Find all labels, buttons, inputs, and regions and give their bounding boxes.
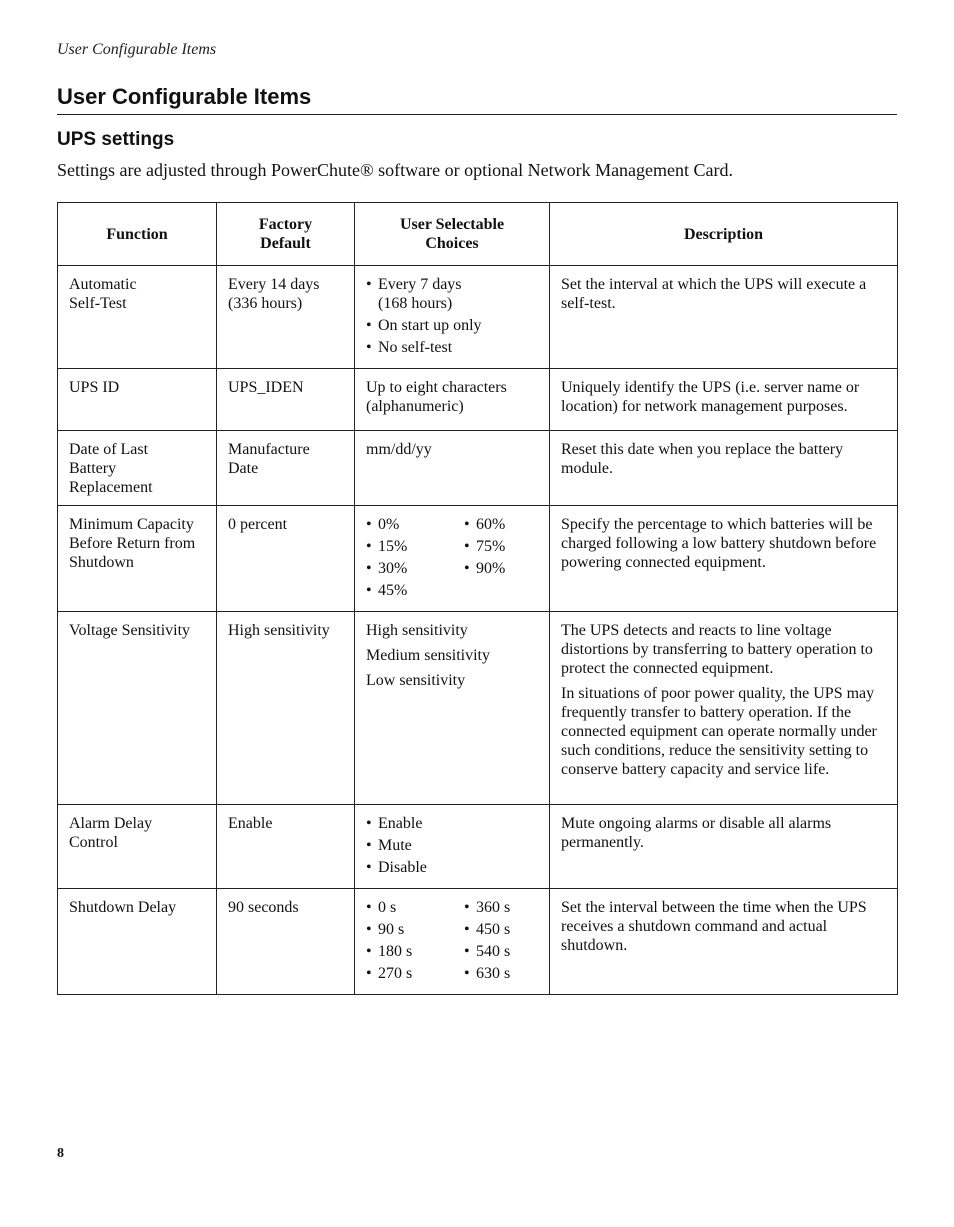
choice-text: 0 s bbox=[378, 899, 397, 916]
description-text: Specify the percentage to which batteries will be charged following a low battery shutdown before powering connected equipment. bbox=[561, 516, 877, 571]
table-row bbox=[58, 805, 898, 889]
ups-settings-table bbox=[57, 202, 898, 995]
default-value: Every 14 days (336 hours) bbox=[228, 276, 320, 312]
choice-item bbox=[366, 537, 464, 556]
choice-item bbox=[464, 559, 554, 578]
cell-description bbox=[550, 266, 898, 369]
table-row bbox=[58, 889, 898, 995]
choice-item bbox=[366, 515, 464, 534]
header-choices-label: User Selectable Choices bbox=[399, 216, 505, 252]
header-function: Function bbox=[58, 203, 217, 266]
section-title: UPS settings bbox=[57, 129, 175, 150]
choice-item bbox=[464, 537, 554, 556]
header-choices bbox=[355, 203, 550, 266]
choice-text: 60% bbox=[476, 516, 506, 533]
table-row bbox=[58, 506, 898, 612]
cell-function: UPS ID bbox=[58, 369, 217, 431]
choice-item: Low sensitivity bbox=[366, 672, 466, 689]
cell-function: Voltage Sensitivity bbox=[58, 612, 217, 805]
description-text: Set the interval between the time when the UPS receives a shutdown command and actual shutdown. bbox=[561, 899, 867, 954]
cell-function bbox=[58, 805, 217, 889]
choice-text: 90 s bbox=[378, 921, 405, 938]
cell-choices: mm/dd/yy bbox=[355, 431, 550, 506]
choice-text: 15% bbox=[378, 538, 408, 555]
choice-text: Enable bbox=[378, 815, 423, 832]
choice-item: Medium sensitivity bbox=[366, 647, 490, 664]
choice-list bbox=[366, 515, 539, 603]
choice-item bbox=[464, 920, 554, 939]
description-text: In situations of poor power quality, the UPS may frequently transfer to battery operation. If the connected equipment can operate normally under such conditions, reduce the sensitivity setting to conserve battery capacity and service life. bbox=[561, 685, 877, 778]
choice-text: On start up only bbox=[378, 317, 482, 334]
choice-item: High sensitivity bbox=[366, 622, 468, 639]
choice-item bbox=[366, 964, 464, 983]
page-number: 8 bbox=[57, 1146, 64, 1161]
cell-function bbox=[58, 431, 217, 506]
choice-text: No self-test bbox=[378, 339, 453, 356]
function-label: Automatic Self-Test bbox=[69, 276, 137, 312]
choice-item bbox=[366, 898, 464, 917]
cell-default bbox=[217, 266, 355, 369]
choice-text: 180 s bbox=[378, 943, 413, 960]
choice-text: 450 s bbox=[476, 921, 511, 938]
cell-default: UPS_IDEN bbox=[217, 369, 355, 431]
choice-item bbox=[366, 338, 539, 357]
table-row bbox=[58, 266, 898, 369]
choice-text: 540 s bbox=[476, 943, 511, 960]
description-text: The UPS detects and reacts to line voltage distortions by transferring to battery operation to protect the connected equipment. bbox=[561, 622, 873, 677]
cell-default: 90 seconds bbox=[217, 889, 355, 995]
cell-choices bbox=[355, 506, 550, 612]
choice-text: Every 7 days (168 hours) bbox=[378, 276, 462, 312]
cell-description bbox=[550, 805, 898, 889]
cell-description bbox=[550, 431, 898, 506]
intro-paragraph: Settings are adjusted through PowerChute® software or optional Network Management Card. bbox=[57, 160, 734, 180]
choice-item bbox=[366, 836, 539, 855]
choice-item bbox=[464, 898, 554, 917]
cell-default: High sensitivity bbox=[217, 612, 355, 805]
table-row bbox=[58, 431, 898, 506]
choice-item bbox=[464, 515, 554, 534]
choice-item bbox=[366, 858, 539, 877]
choice-text: Mute bbox=[378, 837, 412, 854]
choice-list bbox=[366, 898, 539, 986]
cell-default bbox=[217, 431, 355, 506]
cell-description bbox=[550, 369, 898, 431]
function-label: Date of Last Battery Replacement bbox=[69, 441, 153, 496]
choice-text: 630 s bbox=[476, 965, 511, 982]
choice-list bbox=[366, 275, 539, 357]
description-text: Reset this date when you replace the battery module. bbox=[561, 441, 844, 477]
description-text: Mute ongoing alarms or disable all alarms permanently. bbox=[561, 815, 832, 851]
choice-item bbox=[366, 581, 464, 600]
cell-function bbox=[58, 266, 217, 369]
choice-text: 45% bbox=[378, 582, 408, 599]
cell-choices: Up to eight characters (alphanumeric) bbox=[355, 369, 550, 431]
cell-choices bbox=[355, 889, 550, 995]
function-label: Alarm Delay Control bbox=[69, 815, 153, 851]
choice-item bbox=[464, 964, 554, 983]
choice-list bbox=[366, 814, 539, 877]
description-text: Uniquely identify the UPS (i.e. server name or location) for network management purposes. bbox=[561, 379, 860, 415]
choice-text: Disable bbox=[378, 859, 427, 876]
choice-item bbox=[366, 275, 478, 313]
page-title: User Configurable Items bbox=[57, 84, 897, 115]
description-text: Set the interval at which the UPS will execute a self-test. bbox=[561, 276, 867, 312]
cell-description bbox=[550, 612, 898, 805]
running-header: User Configurable Items bbox=[57, 41, 217, 58]
table-header-row bbox=[58, 203, 898, 266]
cell-choices bbox=[355, 612, 550, 805]
function-label: Minimum Capacity Before Return from Shutdown bbox=[69, 516, 196, 571]
cell-function: Shutdown Delay bbox=[58, 889, 217, 995]
choice-list bbox=[366, 621, 539, 690]
cell-default: 0 percent bbox=[217, 506, 355, 612]
choice-item bbox=[366, 942, 464, 961]
cell-choices bbox=[355, 805, 550, 889]
choice-text: 75% bbox=[476, 538, 506, 555]
choice-item bbox=[366, 559, 464, 578]
table-row bbox=[58, 612, 898, 805]
choice-text: 30% bbox=[378, 560, 408, 577]
choice-item bbox=[366, 920, 464, 939]
header-factory-default bbox=[217, 203, 355, 266]
cell-default: Enable bbox=[217, 805, 355, 889]
choice-item bbox=[366, 814, 539, 833]
header-factory-default-label: Factory Default bbox=[258, 216, 313, 252]
cell-description bbox=[550, 506, 898, 612]
header-description: Description bbox=[550, 203, 898, 266]
choice-item bbox=[366, 316, 539, 335]
cell-function bbox=[58, 506, 217, 612]
cell-description bbox=[550, 889, 898, 995]
table-row bbox=[58, 369, 898, 431]
choice-item bbox=[464, 942, 554, 961]
choice-text: 90% bbox=[476, 560, 506, 577]
default-value: Manufacture Date bbox=[228, 441, 310, 477]
cell-choices bbox=[355, 266, 550, 369]
choice-text: 0% bbox=[378, 516, 400, 533]
choice-text: 270 s bbox=[378, 965, 413, 982]
choice-text: 360 s bbox=[476, 899, 511, 916]
